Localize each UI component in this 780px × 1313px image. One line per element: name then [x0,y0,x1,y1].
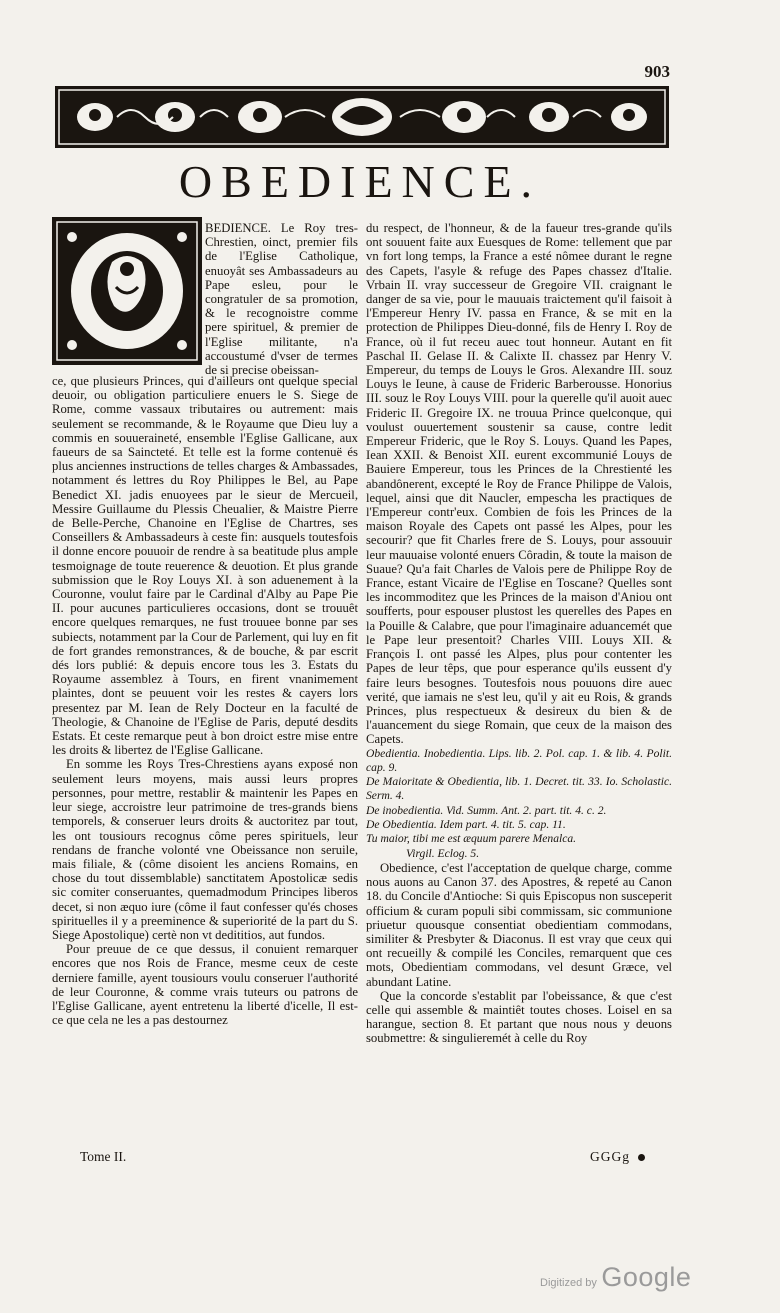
opening-paragraph [205,221,358,377]
reference-item: De Obedientia. Idem part. 4. tit. 5. cap. 11. [366,818,566,831]
left-paragraph-3: Pour preuue de ce que dessus, il conuient remarquer encores que nos Rois de France, mesme ceux de ceste derniere famille, ayent tousiours voulu conseruer l'authorité de leur Couronne, & comme vrais tuteurs ou patrons de l'Eglise Gallicane, ayent entretenu la liberté d'icelle, Il est-ce que cela ne les a pas destournez [52,942,358,1028]
reference-item: De inobedientia. Vid. Summ. Ant. 2. part. tit. 4. c. 2. [366,803,607,817]
signature-mark [590,1149,645,1165]
left-column [52,374,358,1027]
reference-item: Virgil. Eclog. 5. [406,846,480,860]
reference-item: Obedientia. Inobedientia. Lips. lib. 2. Pol. cap. 1. & lib. 4. Polit. cap. 9. [366,746,672,774]
right-paragraph-1: du respect, de l'honneur, & de la faueur tres-grande qu'ils ont souuent faite aux Euesques de Rome: tellement que par vn fort long temps, la France a esté nômee durant le regne des Capets, l'asyle & refuge des Papes chassez d'Italie. Vrbain II. vray successeur de Gregoire VII. craignant le danger de sa vie, pour le mauuais traictement qu'il faisoit à l'Empereur Henry IV. passa en France, & se mit en la protection de Philippes Dieu-donné, fils de Henry I. Roy de France, où il fut receu auec tout honneur. Autant en fit Paschal II. Gelase II. & Calixte II. chassez par Henry V. Empereur, du temps de Louys le Gros. Alexandre III. souz Louys le Ieune, à cause de Frideric Barberousse. Honorius III. souz le Roy Louys VIII. pour la querelle qu'il auoit auec Frideric II. Gregoire IX. ne trouua Prince quelconque, qui voulust ouuertement soustenir sa cause, contre ledit Empereur Frideric, que le Roy S. Louys. Quand les Papes, Iean XXII. & Benoist XII. eurent excommunié Louys de Bauiere Empereur, tous les Princes de la Chrestienté les abandônerent, excepté le Roy de France Philippe de Valois, lequel, ainsi que dit Naucler, empescha les practiques de l'Empereur contr'eux. Combien de fois les Princes de la maison Royale des Capets ont passé les Alpes, pour les secourir? que fit Charles frere de S. Louys, pour assouuir leur mauuaise volonté enuers Côradin, & toute la maison de Suaue? Qu'a fait Charles de Valois pere de Philippe Roy de France, estant Vicaire de l'Eglise en Toscane? Quelles sont les incommoditez que les Princes de la maison d'Aniou ont soufferts, pour espouser plustost les querelles des Papes en la Pouille & Calabre, que pour l'imaginaire aduancemét que le Pape leur presentoit? Charles VIII. Louys XII. & François I. ont passé les Alpes, plus pour contenter les Papes de leur têps, que pour esperance qu'ils eussent d'y faire leurs besognes. Toutesfois nous pouuons dire auec verité, que iamais ne s'est leu, qu'il y ait eu Rois, & grands Princes, plus respectueux & desireux du bien & de l'auancement du siege Romain, que ceux de la maison des Capets. [366,221,672,747]
signature-text: GGGg [590,1149,630,1164]
page-number: 903 [644,62,670,81]
volume-label: Tome II. [80,1149,127,1164]
reference-item: Tu maior, tibi me est æquum parere Menalca. [366,832,577,846]
right-column [366,221,672,1046]
left-paragraph-2: En somme les Roys Tres-Chrestiens ayans exposé non seulement leurs moyens, mais aussi leurs propres personnes, pour mettre, restablir & maintenir les Papes en leur siege, accroistre leur patrimoine de tres-grands biens temporels, & conseruer leurs droits & auctoritez par tout, les ont tousiours recognus côme peres spirituels, leur rendans de franche volonté vne Obeissance non seruile, mais filiale, & (côme disoient les anciens Romains, en chose du tout dissemblable) sanctitatem Apostolicæ sedis sic comiter conseruantes, quemadmodum Principes liberos decet, si non æquo iure (côme il faut confesser qu'és choses spirituelles il y a preeminence & superiorité de la part du S. Siege Apostolique) certè non vt dedititios, aut fundos. [52,757,358,942]
bullet-icon [638,1154,645,1161]
left-paragraph-1: ce, que plusieurs Princes, qui d'ailleurs ont quelque special deuoir, ou obligation particuliere enuers le S. Siege de Rome, comme vassaux tributaires ou autrement: mais seulement se recommande, & le Royaume que Dieu luy a commis en souueraineté, ensemble l'Eglise Gallicane, aux faueurs de sa Saincteté. Et telle est la forme contenuë és plus anciennes instructions de telles charges & Ambassades, notamment és lettres du Roy Philippes le Bel, au Pape Benedict XI. jadis enuoyees par le sieur de Mercueil, Messire Guillaume du Plessis Cheualier, & Maistre Pierre de Belle-Perche, Chanoine en l'Eglise de Chartres, ses Conseillers & Ambassadeurs à ceste fin: ausquels toutesfois il donne encore pouuoir de rendre à sa beatitude plus ample tesmoignage de toute reuerence & deuotion. Et plus grande submission que le Roy Louys XI. à son aduenement à la Couronne, voulut faire par le Cardinal d'Alby au Pape Pie II. pour aucunes particulieres occasions, dont se trouuêt encore quelques remarques, ne fust trouuee bonne par ses subiects, notamment par la Cour de Parlement, qui luy en fit de fort grandes remonstrances, & de bouche, & par escrit dés lors publié: & depuis encore tous les 3. Estats du Royaume assemblez à Tours, en firent vnanimement plaintes, dont se peuuent voir les restes & cayers lors presentez par M. Iean de Rely Docteur en la faculté de Theologie, & Chanoine de l'Eglise de Paris, deputé desdits Estats. Et ceste remarque peut à bon droict estre mise entre les droits & libertez de l'Eglise Gallicane. [52,374,358,758]
ornamental-headpiece [55,86,669,148]
reference-list [366,747,672,861]
reference-item: De Maioritate & Obedientia, lib. 1. Decret. tit. 33. Io. Scholastic. Serm. 4. [366,775,672,803]
ornamental-initial-o [52,217,202,365]
digitized-watermark [540,1262,691,1293]
watermark-brand: Google [601,1262,692,1292]
watermark-prefix: Digitized by [540,1277,597,1289]
right-paragraph-3: Que la concorde s'establit par l'obeissance, & que c'est celle qui assemble & maintiêt toutes choses. Loisel en sa harangue, section 8. Et partant que nous nous y deuons soubmettre: & singulieremét à celle du Roy [366,988,672,1046]
opening-text: BEDIENCE. Le Roy tres-Chrestien, oinct, premier fils de l'Eglise Catholique, enuoyât ses Ambassadeurs au Pape esleu, pour le congratuler de sa promotion, & le recognoistre comme pere spirituel, & premier de l'Eglise militante, n'a accoustumé d'vser de termes de si precise obeissan- [205,221,358,378]
right-paragraph-2: Obedience, c'est l'acceptation de quelque charge, comme nous auons au Canon 37. des Apostres, & repeté au Canon 18. du Concile d'Antioche: Si quis Episcopus non susceperit officium & curam populi sibi commissam, sic communione priuetur quousque consentiat obedientiam commodans, similiter & Presbyter & Diaconus. Il est vray que ceux qui ont recueilly & compilé les Conciles, remarquent que ces mots, Obedientiam commodans, vel desunt Græce, vel abundant Latine. [366,860,672,989]
page-title: OBEDIENCE. [178,156,542,207]
